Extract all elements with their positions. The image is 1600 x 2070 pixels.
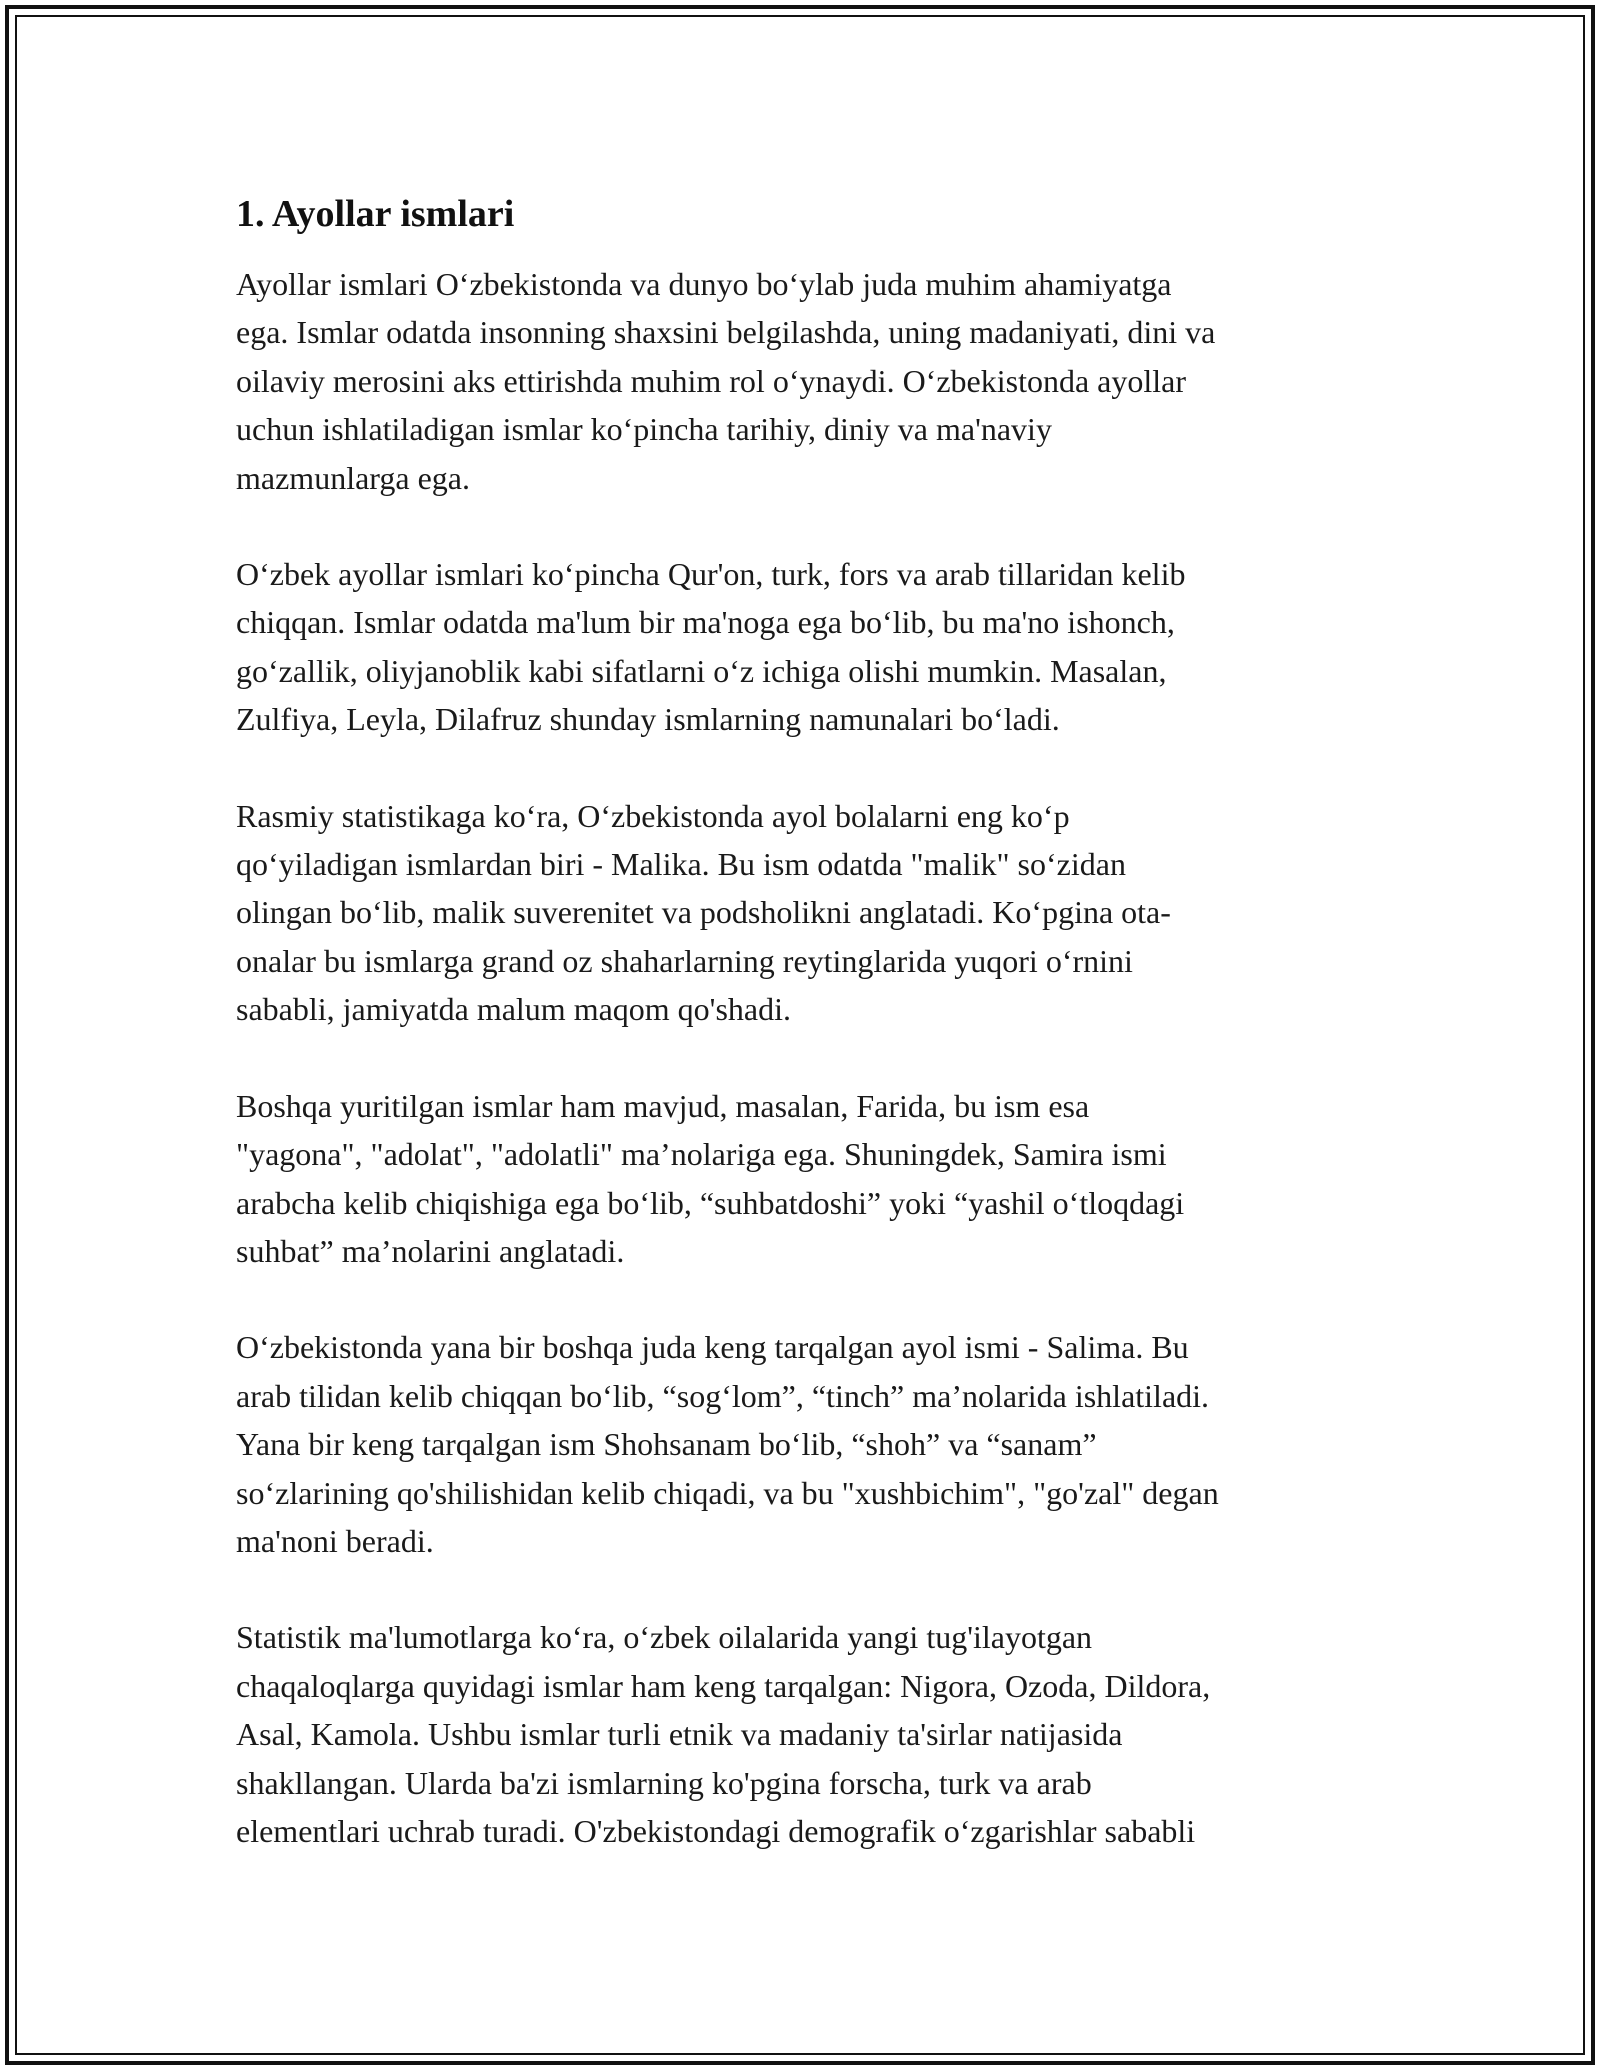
paragraph-intro: Ayollar ismlari O‘zbekistonda va dunyo bo‘ylab juda muhim ahamiyatga ega. Ismlar odatda insonning shaxsini belgilashda, uning madaniyati, dini va oilaviy merosini aks ettirishda muhim rol o‘ynaydi. O‘zbekistonda ayollar uchun ishlatiladigan ismlar ko‘pincha tarihiy, diniy va ma'naviy mazmunlarga ega. bbox=[236, 266, 1216, 496]
paragraph-farida-samira: Boshqa yuritilgan ismlar ham mavjud, masalan, Farida, bu ism esa "yagona", "adolat", "adolatli" ma’nolariga ega. Shuningdek, Samira ismi arabcha kelib chiqishiga ega bo‘lib, “suhbatdoshi” yoki “yashil o‘tloqdagi suhbat” ma’nolarini anglatadi. bbox=[236, 1087, 1185, 1269]
paragraph-statistics: Statistik ma'lumotlarga ko‘ra, o‘zbek oilalarida yangi tug'ilayotgan chaqaloqlarga quyidagi ismlar ham keng tarqalgan: Nigora, Ozoda, Dildora, Asal, Kamola. Ushbu ismlar turli etnik va madaniy ta'sirlar natijasida shakllangan. Ularda ba'zi ismlarning ko'pgina forscha, turk va arab elementlari uchrab turadi. O'zbekistondagi demografik o‘zgarishlar sababli bbox=[236, 1619, 1211, 1849]
document-body bbox=[236, 190, 1366, 1903]
paragraph-malika: Rasmiy statistikaga ko‘ra, O‘zbekistonda ayol bolalarni eng ko‘p qo‘yiladigan ismlardan biri - Malika. Bu ism odatda "malik" so‘zidan olingan bo‘lib, malik suverenitet va podsholikni anglatadi. Ko‘pgina ota- onalar bu ismlarga grand oz shaharlarning reytinglarida yuqori o‘rnini sababli, jamiyatda malum maqom qo'shadi. bbox=[236, 797, 1171, 1028]
section-heading: 1. Ayollar ismlari bbox=[236, 193, 515, 235]
paragraph-origins: O‘zbek ayollar ismlari ko‘pincha Qur'on, turk, fors va arab tillaridan kelib chiqqan. Ismlar odatda ma'lum bir ma'noga ega bo‘lib, bu ma'no ishonch, go‘zallik, oliyjanoblik kabi sifatlarni o‘z ichiga olishi mumkin. Masalan, Zulfiya, Leyla, Dilafruz shunday ismlarning namunalari bo‘ladi. bbox=[236, 556, 1186, 738]
paragraph-salima-shohsanam: O‘zbekistonda yana bir boshqa juda keng tarqalgan ayol ismi - Salima. Bu arab tilidan kelib chiqqan bo‘lib, “sog‘lom”, “tinch” ma’nolarida ishlatiladi. Yana bir keng tarqalgan ism Shohsanam bo‘lib, “shoh” va “sanam” so‘zlarining qo'shilishidan kelib chiqadi, va bu "xushbichim", "go'zal" degan ma'noni beradi. bbox=[236, 1329, 1219, 1559]
